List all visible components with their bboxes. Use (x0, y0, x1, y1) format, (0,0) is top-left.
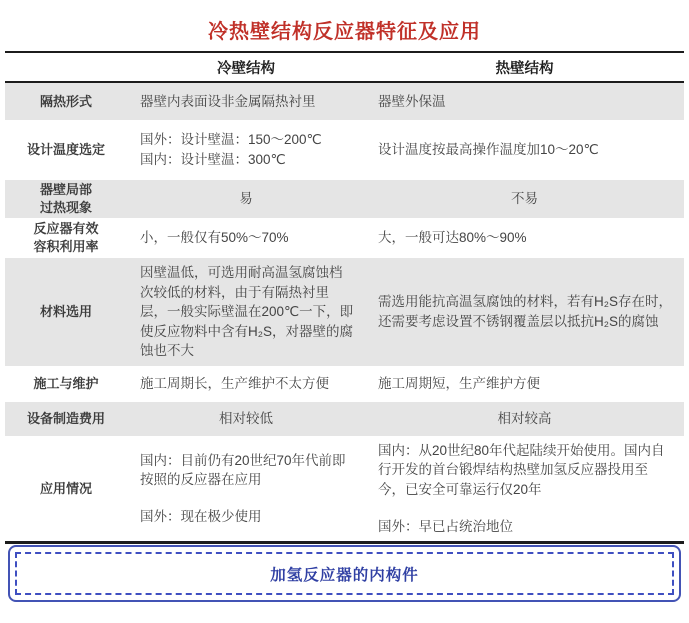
hot-cell: 国内：从20世纪80年代起陆续开始使用。国内自行开发的首台锻焊结构热壁加氢反应器投用至今，已安全可靠运行仅20年 国外：早已占统治地位 (378, 442, 665, 534)
table-row (5, 436, 684, 541)
table-row (5, 366, 684, 402)
header-cold-wall: 冷壁结构 (217, 60, 275, 77)
table-bottom-rule (5, 541, 684, 544)
table-row (5, 180, 684, 218)
cold-cell: 易 (239, 191, 253, 207)
hot-cell: 设计温度按最高操作温度加10～20℃ (378, 142, 599, 158)
reactor-comparison-table (5, 51, 684, 544)
cold-cell: 器壁内表面设非金属隔热衬里 (140, 93, 316, 109)
footer-banner (8, 545, 681, 602)
footer-banner-dashed-frame (15, 552, 674, 595)
cold-cell: 施工周期长，生产维护不太方便 (140, 376, 329, 392)
cold-cell: 国内：目前仍有20世纪70年代前即按照的反应器在应用 国外：现在极少使用 (140, 452, 346, 524)
hot-cell: 不易 (511, 191, 538, 207)
row-label: 设计温度选定 (26, 142, 105, 158)
row-label: 应用情况 (39, 480, 92, 496)
footer-banner-label: 加氢反应器的内构件 (270, 566, 419, 584)
table-row (5, 402, 684, 436)
cold-cell: 小，一般仅有50%～70% (140, 230, 289, 246)
row-label: 反应器有效 容积利用率 (33, 221, 99, 254)
cold-cell: 因壁温低，可选用耐高温氢腐蚀档次较低的材料，由于有隔热衬里层，一般实际壁温在200℃一下，即使反应物料中含有H₂S，对器壁的腐蚀也不大 (140, 265, 354, 359)
table-row (5, 83, 684, 120)
hot-cell: 大，一般可达80%～90% (378, 230, 527, 246)
table-row (5, 120, 684, 180)
hot-cell: 器壁外保温 (378, 93, 446, 109)
header-hot-wall: 热壁结构 (495, 60, 554, 77)
hot-cell: 相对较高 (497, 411, 552, 427)
cold-cell: 国外：设计壁温：150～200℃ 国内：设计壁温：300℃ (140, 132, 322, 167)
row-label: 施工与维护 (33, 376, 99, 392)
cold-cell: 相对较低 (219, 411, 273, 427)
hot-cell: 需选用能抗高温氢腐蚀的材料，若有H₂S存在时，还需要考虑设置不锈钢覆盖层以抵抗H₂S的腐蚀 (378, 294, 672, 329)
table-row (5, 258, 684, 366)
hot-cell: 施工周期短，生产维护方便 (378, 376, 540, 392)
table-row (5, 218, 684, 258)
row-label: 材料选用 (39, 304, 92, 320)
row-label: 隔热形式 (39, 93, 92, 109)
row-label: 设备制造费用 (26, 411, 105, 427)
row-label: 器壁局部 过热现象 (39, 182, 92, 215)
page-title: 冷热壁结构反应器特征及应用 (208, 21, 481, 43)
table-header-row (5, 53, 684, 81)
